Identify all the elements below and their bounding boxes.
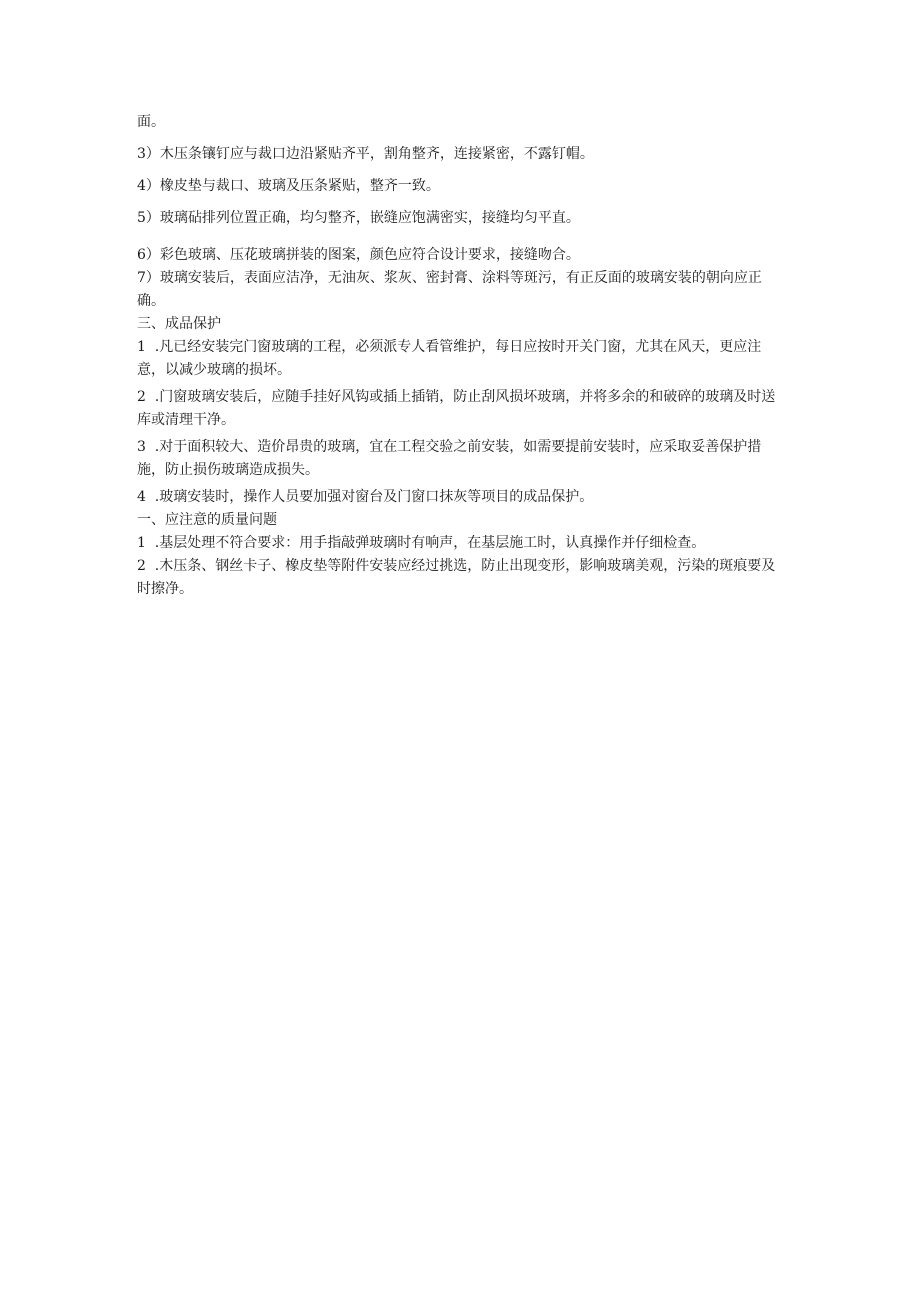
protection-item-2: 2 .门窗玻璃安装后，应随手挂好风钩或插上插销，防止刮风损坏玻璃，并将多余的和破碎的玻璃及时送库或清理干净。 — [137, 389, 776, 428]
protection-item-4: 4 .玻璃安装时，操作人员要加强对窗台及门窗口抹灰等项目的成品保护。 — [137, 489, 594, 505]
paragraph-continuation: 面。 — [137, 114, 165, 130]
section-heading-product-protection: 三、成品保护 — [137, 316, 221, 332]
paragraph-item-6: 6）彩色玻璃、压花玻璃拼装的图案，颜色应符合设计要求，接缝吻合。 — [137, 247, 580, 263]
document-body — [137, 111, 787, 601]
paragraph-item-5: 5）玻璃砧排列位置正确，均匀整齐，嵌缝应饱满密实，接缝均匀平直。 — [137, 210, 580, 226]
quality-item-2: 2 .木压条、钢丝卡子、橡皮垫等附件安装应经过挑选，防止出现变形，影响玻璃美观，污染的斑痕要及时擦净。 — [137, 558, 776, 597]
paragraph-item-7: 7）玻璃安装后，表面应洁净，无油灰、浆灰、密封膏、涂料等斑污，有正反面的玻璃安装的朝向应正确。 — [137, 270, 762, 309]
quality-item-1: 1 .基层处理不符合要求：用手指敲弹玻璃时有响声，在基层施工时，认真操作并仔细检查。 — [137, 535, 706, 551]
protection-item-1: 1 .凡已经安装完门窗玻璃的工程，必须派专人看管维护，每日应按时开关门窗，尤其在风天，更应注意，以减少玻璃的损坏。 — [137, 339, 762, 378]
protection-item-3: 3 .对于面积较大、造价昂贵的玻璃，宜在工程交验之前安装，如需要提前安装时，应采取妥善保护措施，防止损伤玻璃造成损失。 — [137, 439, 762, 478]
paragraph-item-4: 4）橡皮垫与裁口、玻璃及压条紧贴，整齐一致。 — [137, 178, 440, 194]
paragraph-item-3: 3）木压条镶钉应与裁口边沿紧贴齐平，割角整齐，连接紧密，不露钉帽。 — [137, 146, 594, 162]
section-heading-quality-issues: 一、应注意的质量问题 — [137, 512, 277, 528]
